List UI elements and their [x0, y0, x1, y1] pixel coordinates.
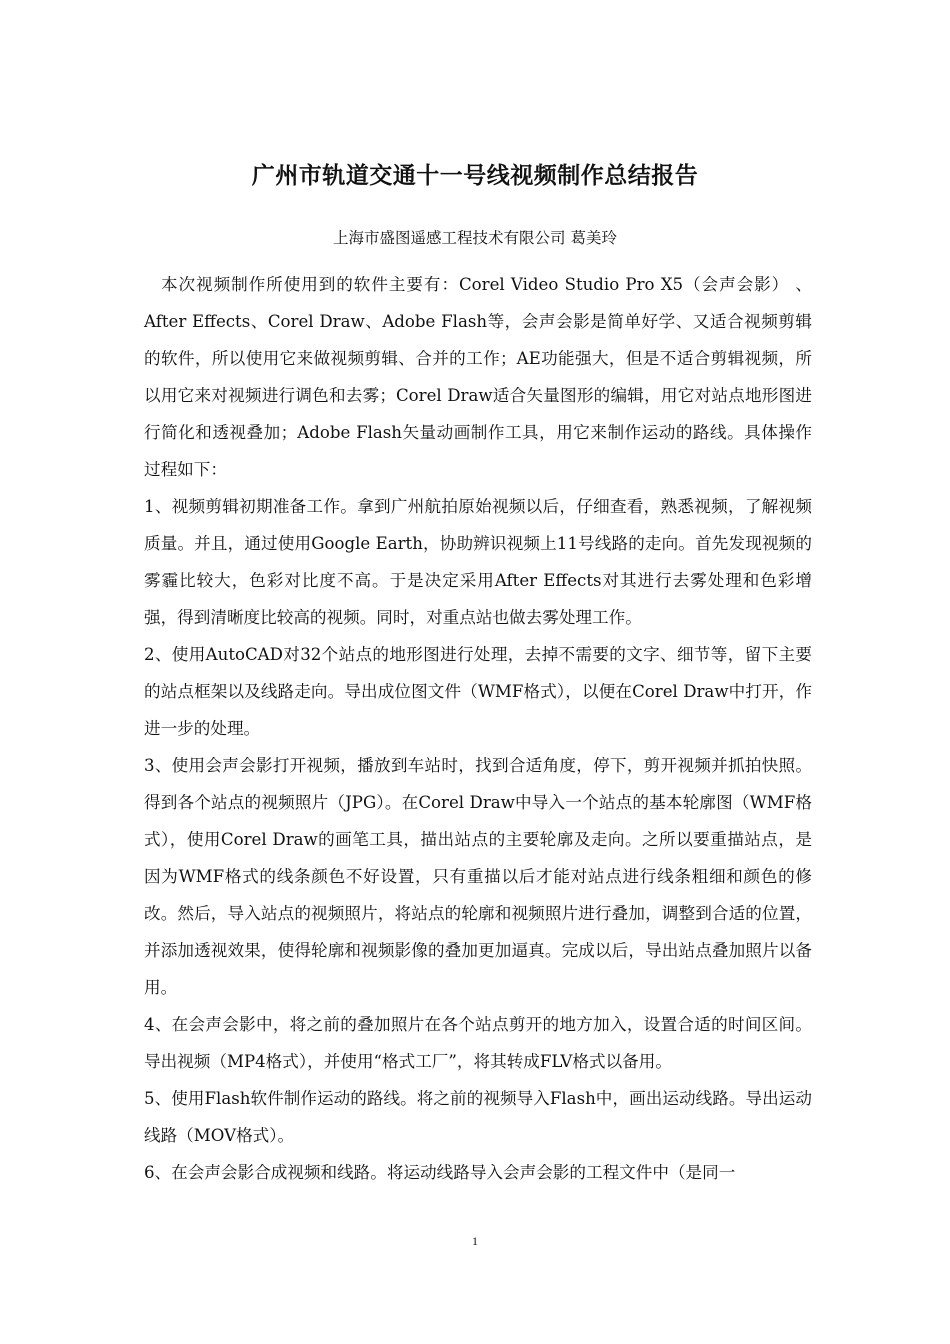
step-3-paragraph: 3、使用会声会影打开视频，播放到车站时，找到合适角度，停下，剪开视频并抓拍快照。得到各个站点的视频照片（JPG）。在Corel Draw中导入一个站点的基本轮廓图（WMF格式），使用Corel Draw的画笔工具，描出站点的主要轮廓及走向。之所以要重描站点，是因为WMF格式的线条颜色不好设置，只有重描以后才能对站点进行线条粗细和颜色的修改。然后，导入站点的视频照片，将站点的轮廓和视频照片进行叠加，调整到合适的位置，并添加透视效果，使得轮廓和视频影像的叠加更加逼真。完成以后，导出站点叠加照片以备用。 [144, 756, 812, 997]
page-number: 1 [472, 1234, 478, 1248]
step-2-paragraph: 2、使用AutoCAD对32个站点的地形图进行处理，去掉不需要的文字、细节等，留下主要的站点框架以及线路走向。导出成位图文件（WMF格式），以便在Corel Draw中打开，作进一步的处理。 [144, 645, 812, 738]
intro-paragraph: 本次视频制作所使用到的软件主要有：Corel Video Studio Pro X5（会声会影） 、After Effects、Corel Draw、Adobe Flash等，会声会影是简单好学、又适合视频剪辑的软件，所以使用它来做视频剪辑、合并的工作；AE功能强大，但是不适合剪辑视频，所以用它来对视频进行调色和去雾；Corel Draw适合矢量图形的编辑，用它对站点地形图进行简化和透视叠加；Adobe Flash矢量动画制作工具，用它来制作运动的路线。具体操作过程如下： [144, 275, 812, 479]
document-author: 上海市盛图遥感工程技术有限公司 葛美玲 [333, 229, 617, 247]
step-4-paragraph: 4、在会声会影中，将之前的叠加照片在各个站点剪开的地方加入，设置合适的时间区间。导出视频（MP4格式），并使用“格式工厂”，将其转成FLV格式以备用。 [144, 1015, 812, 1071]
step-1-paragraph: 1、视频剪辑初期准备工作。拿到广州航拍原始视频以后，仔细查看，熟悉视频，了解视频质量。并且，通过使用Google Earth，协助辨识视频上11号线路的走向。首先发现视频的雾霾比较大，色彩对比度不高。于是决定采用After Effects对其进行去雾处理和色彩增强，得到清晰度比较高的视频。同时，对重点站也做去雾处理工作。 [144, 497, 812, 627]
step-5-paragraph: 5、使用Flash软件制作运动的路线。将之前的视频导入Flash中，画出运动线路。导出运动线路（MOV格式）。 [144, 1089, 812, 1145]
document-body [144, 266, 812, 1191]
document-title: 广州市轨道交通十一号线视频制作总结报告 [251, 162, 699, 189]
step-6-paragraph: 6、在会声会影合成视频和线路。将运动线路导入会声会影的工程文件中（是同一 [144, 1163, 736, 1182]
